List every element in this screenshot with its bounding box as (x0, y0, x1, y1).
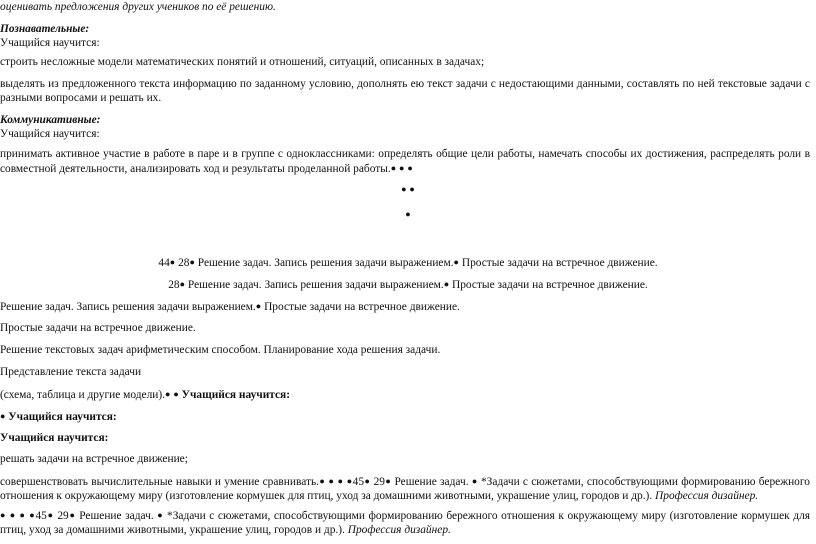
bullet-icon: ● (46, 510, 54, 520)
profession: Профессия дизайнер. (347, 524, 451, 536)
bullet-icon: ● (390, 163, 397, 173)
bullet-icon: ● (0, 510, 7, 520)
cognitive-item-1: строить несложные модели математических понятий и отношений, ситуаций, описанных в задачах; (0, 56, 485, 68)
bullet-icon: ● (405, 209, 411, 219)
lesson-number-29: 29 (373, 476, 385, 488)
bullet-icon: ● (29, 510, 36, 520)
topic-motion: Простые задачи на встречное движение. (461, 257, 658, 269)
topic-record: Решение задач. Запись решения задачи выражением. (197, 257, 454, 269)
learner-bold: Учащийся научится: (8, 411, 117, 423)
bullet-single (0, 207, 816, 222)
plots-paragraph (0, 508, 810, 537)
communicative-item-1 (0, 147, 810, 176)
representation-line: Представление текста задачи (0, 366, 142, 378)
improve-text: совершенствовать вычислительные навыки и умение сравнивать. (0, 476, 319, 488)
bullet-icon: ● (0, 411, 6, 421)
lesson-number-45: 45 (35, 510, 47, 522)
cognitive-heading: Познавательные: (0, 23, 90, 35)
top-line: оценивать предложения других учеников по её решению. (0, 1, 276, 13)
communicative-item-text: принимать активное участие в работе в паре и в группе с одноклассниками: определять общие цели работы, намечать способы их достижения, распределять роли в совместной деятельности, анализировать ход и результаты проделанной работы. (0, 148, 810, 175)
profession: Профессия дизайнер. (655, 490, 759, 502)
solve-motion-line: решать задачи на встречное движение; (0, 453, 188, 465)
communicative-heading: Коммуникативные: (0, 114, 101, 126)
learner-bold: Учащийся научится: (181, 389, 291, 401)
topic-record: Решение задач. Запись решения задачи выражением. (187, 279, 444, 291)
models-text: (схема, таблица и другие модели). (0, 389, 166, 401)
lesson-number-44: 44 (158, 257, 170, 269)
cognitive-item-2: выделять из предложенного текста информацию по заданному условию, дополнять ею текст задачи с недостающими данными, составлять по ней текстовые задачи с разными вопросами и решать их. (0, 78, 810, 104)
bullet-icon: ● (328, 476, 335, 486)
models-line (0, 387, 810, 402)
bullet-pair (0, 182, 816, 197)
lesson-number-29: 29 (57, 510, 69, 522)
lesson-number-28: 28 (168, 279, 180, 291)
bullet-icon: ● (189, 257, 195, 267)
bullet-icon: ● (9, 510, 16, 520)
topic-motion: Простые задачи на встречное движение. (452, 279, 648, 291)
bullet-icon: ● (169, 257, 176, 267)
bullet-icon: ● (157, 510, 164, 520)
plots-text: *Задачи с сюжетами, способствующими формированию бережного отношения к окружающему миру (изготовление кормушек для птиц, уход за домашними животными, украшение улиц, городов и др.). (0, 476, 810, 502)
text-tasks-line: Решение текстовых задач арифметическим способом. Планирование хода решения задачи. (0, 344, 441, 356)
bullet-icon: ● (68, 510, 76, 520)
bullet-icon: ● (346, 476, 353, 486)
bullet-icon: ● (471, 476, 478, 486)
lesson-44-line (0, 255, 816, 270)
lesson-28-line (0, 277, 816, 292)
bullet-icon: ● (364, 476, 371, 486)
bullet-icon: ● (255, 301, 262, 311)
topic-motion: Простые задачи на встречное движение. (264, 301, 460, 313)
topic-record: Решение задач. Запись решения задачи выражением. (0, 301, 256, 313)
bullet-icon: ● (409, 184, 415, 194)
bullet-icon: ● (19, 510, 26, 520)
learner-bullet-line (0, 409, 810, 424)
solve-tasks: Решение задач. (394, 476, 469, 488)
bullet-icon: ● (173, 389, 179, 399)
plots-text: *Задачи с сюжетами, способствующими формированию бережного отношения к окружающему миру (изготовление кормушек для птиц, уход за домашними животными, украшение улиц, городов и др.). (0, 510, 811, 536)
bullet-icon: ● (443, 279, 450, 289)
bullet-icon: ● (165, 389, 171, 399)
bullet-icon: ● (319, 476, 326, 486)
bullet-icon: ● (401, 184, 407, 194)
motion-line: Простые задачи на встречное движение. (0, 322, 196, 334)
bullet-icon: ● (179, 279, 186, 289)
improve-paragraph (0, 474, 810, 503)
record-motion-line (0, 299, 810, 314)
bullet-icon: ● (337, 476, 344, 486)
communicative-learner: Учащийся научится: (0, 128, 100, 140)
bullet-icon: ● (407, 163, 413, 173)
lesson-number-45: 45 (352, 476, 365, 488)
cognitive-learner: Учащийся научится: (0, 37, 100, 49)
lesson-number-28: 28 (178, 257, 190, 269)
learner-bold-line: Учащийся научится: (0, 432, 109, 444)
bullet-icon: ● (384, 476, 392, 486)
solve-tasks: Решение задач. (79, 510, 154, 522)
bullet-icon: ● (453, 257, 459, 267)
bullet-icon: ● (399, 163, 405, 173)
